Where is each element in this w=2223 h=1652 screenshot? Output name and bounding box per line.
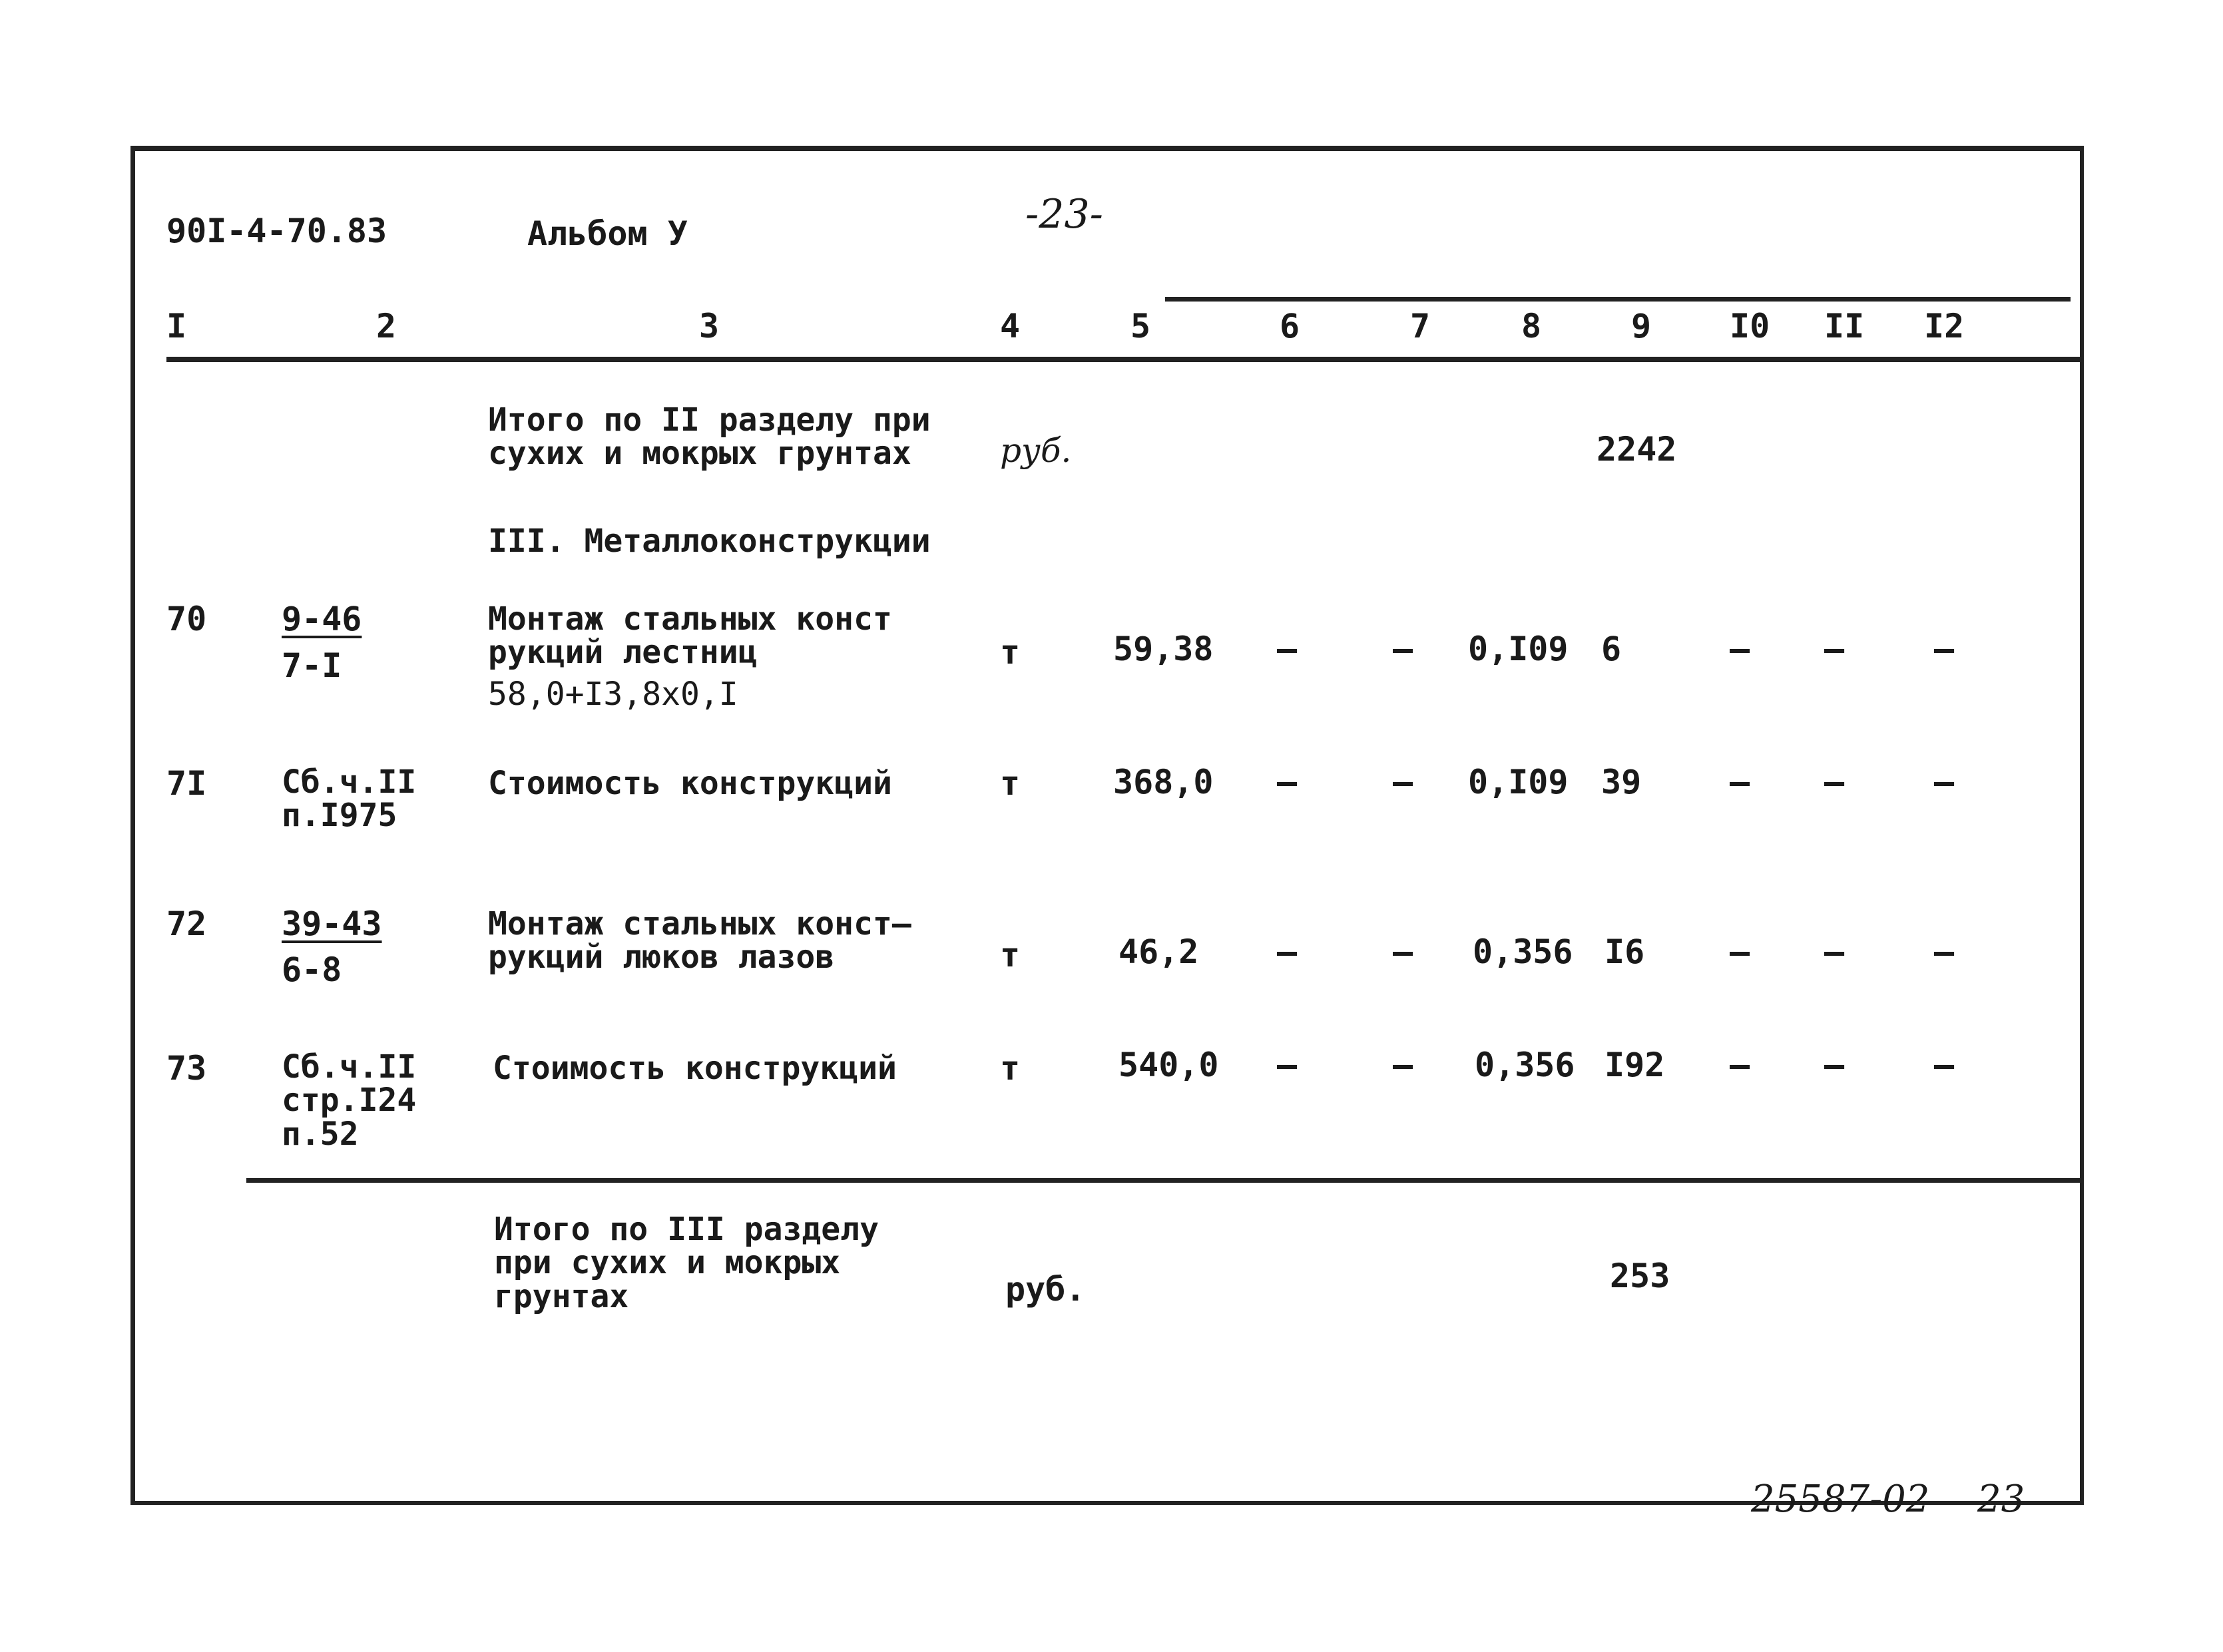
row-c12: – [1934, 932, 1955, 971]
col-head-6: 6 [1280, 307, 1300, 345]
section3-total-label: Итого по III разделу при сухих и мокрых грунтах [494, 1211, 879, 1315]
col-head-2: 2 [376, 307, 397, 345]
row-c10: – [1730, 763, 1750, 801]
row-num: 7I [166, 764, 207, 803]
row-c10: – [1730, 630, 1750, 668]
section2-total-label: Итого по II разделу при сухих и мокрых грунтах [488, 401, 931, 473]
col-head-1: I [166, 307, 187, 345]
row-c7: – [1393, 630, 1413, 668]
album-label: Альбом У [527, 214, 688, 253]
header-rule-top [1165, 297, 2071, 302]
row-c9: I92 [1605, 1046, 1665, 1084]
section2-total-value: 2242 [1597, 430, 1677, 469]
header-rule-bottom [166, 357, 2084, 362]
row-unit: т [1000, 936, 1021, 974]
row-num: 72 [166, 905, 207, 943]
row-c11: – [1824, 630, 1845, 668]
row-c12: – [1934, 1046, 1955, 1084]
row-num: 70 [166, 600, 207, 638]
row-unit: т [1000, 633, 1021, 672]
row-ref-top: 9-46 [282, 600, 362, 638]
sheet-number: 23 [1977, 1478, 2025, 1521]
row-ref-bottom: 7-I [282, 646, 342, 685]
row-c11: – [1824, 763, 1845, 801]
doc-code: 90I-4-70.83 [166, 212, 387, 250]
row-c8: 0,356 [1473, 932, 1573, 971]
row-c10: – [1730, 1046, 1750, 1084]
col-head-8: 8 [1521, 307, 1542, 345]
col-head-9: 9 [1631, 307, 1652, 345]
row-c12: – [1934, 630, 1955, 668]
row-c5: 46,2 [1118, 932, 1199, 971]
row-c9: 6 [1601, 630, 1622, 668]
col-head-11: II [1824, 307, 1865, 345]
row-name: Монтаж стальных конст– рукций люков лазов [488, 905, 911, 976]
row-c6: – [1277, 630, 1298, 668]
row-c9: I6 [1605, 932, 1645, 971]
row-ref-bottom: 6-8 [282, 950, 342, 989]
row-c7: – [1393, 932, 1413, 971]
row-c5: 368,0 [1113, 763, 1214, 801]
col-head-7: 7 [1410, 307, 1431, 345]
section3-rule [246, 1178, 2084, 1183]
section3-total-unit: руб. [1005, 1270, 1086, 1309]
row-c6: – [1277, 932, 1298, 971]
row-c8: 0,356 [1475, 1046, 1575, 1084]
page-frame [130, 146, 2084, 1505]
row-c6: – [1277, 763, 1298, 801]
row-c8: 0,I09 [1468, 630, 1569, 668]
page-mark: -23- [1025, 191, 1103, 238]
row-ref-top: 39-43 [282, 905, 382, 943]
row-c9: 39 [1601, 763, 1642, 801]
row-c11: – [1824, 932, 1845, 971]
col-head-4: 4 [1000, 307, 1021, 345]
row-c8: 0,I09 [1468, 763, 1569, 801]
row-c7: – [1393, 1046, 1413, 1084]
col-head-5: 5 [1130, 307, 1151, 345]
row-name: Стоимость конструкций [488, 765, 892, 802]
row-ref: Сб.ч.II стр.I24 п.52 [282, 1048, 417, 1153]
section3-total-value: 253 [1610, 1257, 1670, 1295]
row-unit: т [1000, 1049, 1021, 1088]
row-ref: Сб.ч.II п.I975 [282, 763, 417, 835]
row-c7: – [1393, 763, 1413, 801]
row-c11: – [1824, 1046, 1845, 1084]
section2-total-unit: руб. [1000, 431, 1072, 470]
row-c10: – [1730, 932, 1750, 971]
row-num: 73 [166, 1049, 207, 1088]
row-c5: 59,38 [1113, 630, 1214, 668]
row-c12: – [1934, 763, 1955, 801]
row-unit: т [1000, 764, 1021, 803]
section3-title: III. Металлоконструкции [488, 522, 931, 560]
row-c6: – [1277, 1046, 1298, 1084]
col-head-3: 3 [699, 307, 720, 345]
row-c5: 540,0 [1118, 1046, 1219, 1084]
row-name: Монтаж стальных конст рукций лестниц 58,0+I3,8x0,I [488, 600, 892, 713]
col-head-10: I0 [1730, 307, 1770, 345]
col-head-12: I2 [1924, 307, 1965, 345]
row-name: Стоимость конструкций [493, 1050, 897, 1087]
archive-number: 25587-02 [1751, 1478, 1930, 1521]
